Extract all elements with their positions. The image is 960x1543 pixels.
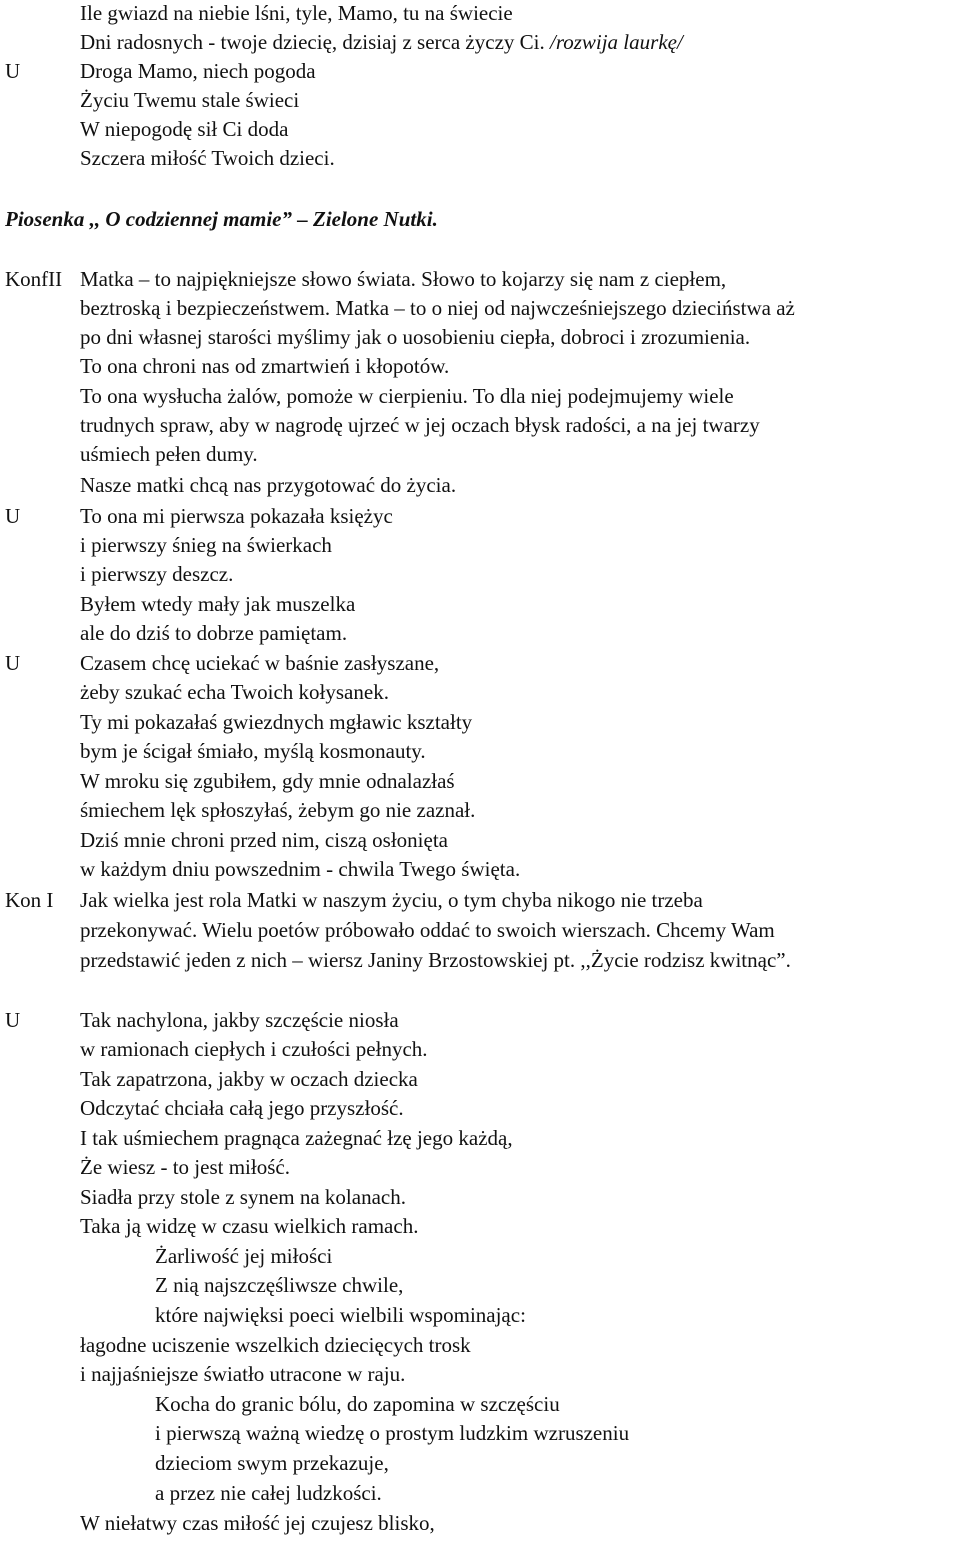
line-text-main: Siadła przy stole z synem na kolanach. — [80, 1185, 406, 1209]
line-text-main: Ile gwiazd na niebie lśni, tyle, Mamo, tu na świecie — [80, 1, 513, 25]
line-text — [80, 1066, 418, 1092]
line-text — [155, 1420, 629, 1446]
line-text-main: i pierwszy deszcz. — [80, 562, 234, 586]
line-text — [80, 768, 455, 794]
line-text-main: Kocha do granic bólu, do zapomina w szczęściu — [155, 1392, 560, 1416]
line-text-main: To ona wysłucha żalów, pomoże w cierpieniu. To dla niej podejmujemy wiele — [80, 384, 734, 408]
line-text — [80, 29, 683, 55]
line-text — [80, 383, 734, 409]
line-text-main: łagodne uciszenie wszelkich dziecięcych trosk — [80, 1333, 471, 1357]
line-text-main: W niełatwy czas miłość jej czujesz blisko, — [80, 1511, 435, 1535]
line-text-main: i pierwszą ważną wiedzę o prostym ludzkim wzruszeniu — [155, 1421, 630, 1445]
line-text — [155, 1450, 389, 1476]
line-text-main: i pierwszy śnieg na świerkach — [80, 533, 332, 557]
line-text — [80, 353, 449, 379]
line-text-main: W mroku się zgubiłem, gdy mnie odnalazłaś — [80, 769, 455, 793]
line-text-main: Że wiesz - to jest miłość. — [80, 1155, 290, 1179]
stage-direction: /rozwija laurkę/ — [549, 30, 683, 54]
line-text — [80, 58, 316, 84]
line-text-main: trudnych spraw, aby w nagrodę ujrzeć w jej oczach błysk radości, a na jej twarzy — [80, 413, 760, 437]
line-text — [80, 1361, 405, 1387]
line-text — [80, 1332, 471, 1358]
line-text-main: Z nią najszczęśliwsze chwile, — [155, 1273, 404, 1297]
line-text — [155, 1302, 526, 1328]
line-text — [155, 1243, 332, 1269]
line-text — [80, 472, 456, 498]
line-text-main: a przez nie całej ludzkości. — [155, 1481, 382, 1505]
line-text — [80, 947, 791, 973]
line-text — [80, 709, 472, 735]
line-text — [80, 1095, 404, 1121]
line-text — [80, 650, 439, 676]
line-text-main: które najwięksi poeci wielbili wspominając: — [155, 1303, 526, 1327]
line-text-main: Szczera miłość Twoich dzieci. — [80, 146, 335, 170]
line-text — [80, 266, 726, 292]
line-text — [80, 532, 332, 558]
line-text — [80, 591, 355, 617]
speaker-label: KonfII — [5, 267, 63, 291]
line-text — [80, 561, 233, 587]
line-text-main: Taka ją widzę w czasu wielkich ramach. — [80, 1214, 419, 1238]
line-text-main: Życiu Twemu stale świeci — [80, 88, 300, 112]
line-text — [80, 1184, 406, 1210]
line-text-main: Tak zapatrzona, jakby w oczach dziecka — [80, 1067, 418, 1091]
line-text — [80, 738, 426, 764]
line-text — [80, 856, 520, 882]
line-text — [155, 1480, 382, 1506]
line-text — [80, 1125, 513, 1151]
speaker-label: U — [5, 1008, 21, 1032]
line-text-main: Żarliwość jej miłości — [155, 1244, 333, 1268]
line-text-main: W niepogodę sił Ci doda — [80, 117, 289, 141]
line-text — [80, 1154, 290, 1180]
line-text-main: przedstawić jeden z nich – wiersz Janiny Brzostowskiej pt. ,,Życie rodzisz kwitnąc”. — [80, 948, 791, 972]
line-text-main: Odczytać chciała całą jego przyszłość. — [80, 1096, 404, 1120]
line-text-main: Jak wielka jest rola Matki w naszym życiu, o tym chyba nikogo nie trzeba — [80, 888, 703, 912]
line-text-main: bym je ścigał śmiało, myślą kosmonauty. — [80, 739, 426, 763]
song-heading: Piosenka ,, O codziennej mamie” – Zielone Nutki. — [5, 207, 438, 231]
line-text — [80, 324, 750, 350]
line-text-main: Byłem wtedy mały jak muszelka — [80, 592, 356, 616]
line-text — [155, 1391, 560, 1417]
line-text — [80, 116, 288, 142]
line-text-main: Droga Mamo, niech pogoda — [80, 59, 316, 83]
line-text-main: przekonywać. Wielu poetów próbowało oddać to swoich wierszach. Chcemy Wam — [80, 918, 775, 942]
line-text-main: Czasem chcę uciekać w baśnie zasłyszane, — [80, 651, 440, 675]
line-text-main: w ramionach ciepłych i czułości pełnych. — [80, 1037, 428, 1061]
line-text-main: w każdym dniu powszednim - chwila Twego święta. — [80, 857, 521, 881]
line-text-main: beztroską i bezpieczeństwem. Matka – to o niej od najwcześniejszego dzieciństwa aż — [80, 296, 795, 320]
line-text-main: I tak uśmiechem pragnąca zażegnać łzę jego każdą, — [80, 1126, 513, 1150]
line-text — [80, 441, 258, 467]
line-text — [80, 1510, 435, 1536]
line-text-main: Tak nachylona, jakby szczęście niosła — [80, 1008, 399, 1032]
line-text — [80, 503, 393, 529]
line-text — [80, 1036, 428, 1062]
line-text — [155, 1272, 403, 1298]
speaker-label: U — [5, 504, 21, 528]
line-text-main: po dni własnej starości myślimy jak o uosobieniu ciepła, dobroci i zrozumienia. — [80, 325, 751, 349]
speaker-label: Kon I — [5, 888, 54, 912]
line-text — [80, 1007, 399, 1033]
line-text — [80, 797, 475, 823]
line-text-main: dzieciom swym przekazuje, — [155, 1451, 389, 1475]
speaker-label: U — [5, 651, 21, 675]
line-text — [80, 295, 795, 321]
line-text — [80, 679, 389, 705]
line-text — [80, 145, 335, 171]
line-text-main: Nasze matki chcą nas przygotować do życia. — [80, 473, 457, 497]
line-text — [80, 0, 513, 26]
line-text — [80, 620, 347, 646]
line-text-main: Matka – to najpiękniejsze słowo świata. Słowo to kojarzy się nam z ciepłem, — [80, 267, 727, 291]
line-text — [80, 917, 775, 943]
line-text — [80, 1213, 418, 1239]
line-text-main: uśmiech pełen dumy. — [80, 442, 258, 466]
line-text-main: To ona chroni nas od zmartwień i kłopotów. — [80, 354, 450, 378]
line-text — [80, 887, 703, 913]
line-text-main: żeby szukać echa Twoich kołysanek. — [80, 680, 389, 704]
line-text-main: Ty mi pokazałaś gwiezdnych mgławic kształty — [80, 710, 473, 734]
line-text — [80, 827, 448, 853]
line-text-main: ale do dziś to dobrze pamiętam. — [80, 621, 348, 645]
line-text — [80, 87, 299, 113]
line-text-main: Dziś mnie chroni przed nim, ciszą osłonięta — [80, 828, 448, 852]
line-text — [80, 412, 760, 438]
line-text-main: To ona mi pierwsza pokazała księżyc — [80, 504, 393, 528]
line-text-main: śmiechem lęk spłoszyłaś, żebym go nie zaznał. — [80, 798, 476, 822]
line-text-main: Dni radosnych - twoje dziecię, dzisiaj z serca życzy Ci. — [80, 30, 550, 54]
line-text-main: i najjaśniejsze światło utracone w raju. — [80, 1362, 406, 1386]
speaker-label: U — [5, 59, 21, 83]
